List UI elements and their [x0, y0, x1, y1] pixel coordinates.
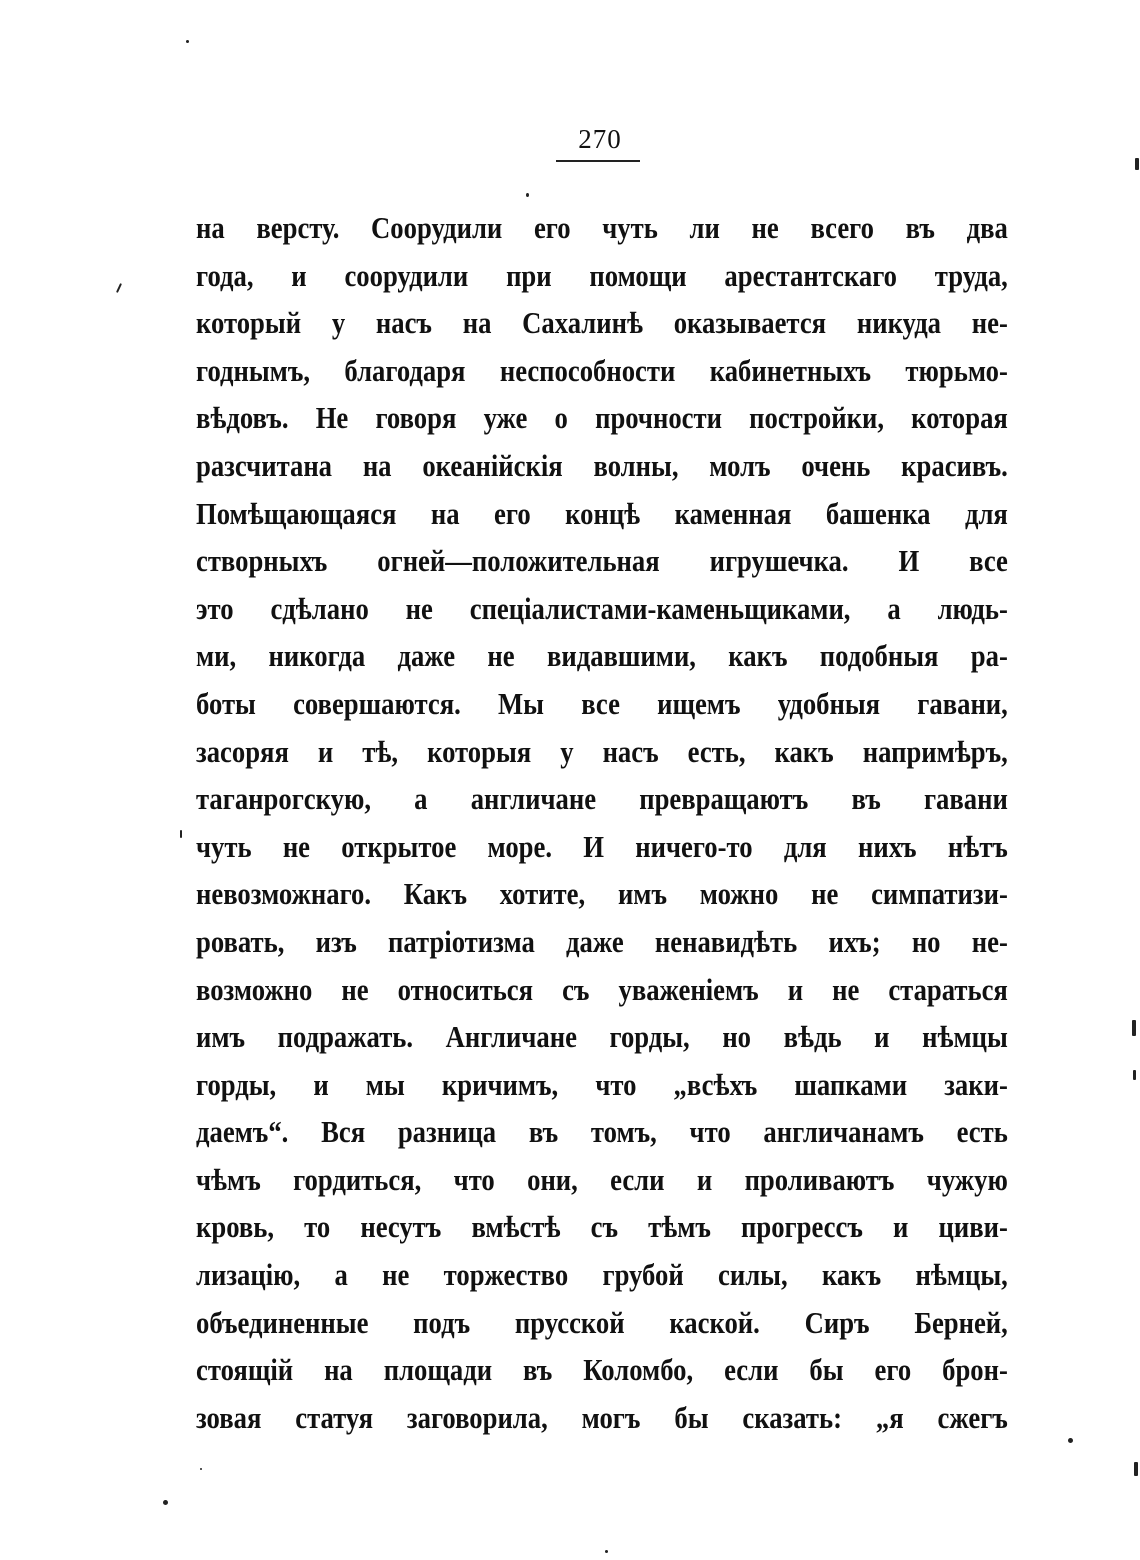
scan-speck	[1133, 1070, 1136, 1080]
text-line: года, и соорудили при помощи арестантскаго труда,	[196, 257, 1008, 293]
text-line: горды, и мы кричимъ, что „всѣхъ шапками заки-	[196, 1066, 1008, 1102]
text-line: это сдѣлано не спеціалистами-каменьщиками, а людь-	[196, 590, 1008, 626]
text-line: стоящій на площади въ Коломбо, если бы его брон-	[196, 1352, 1008, 1388]
text-line: невозможнаго. Какъ хотите, имъ можно не симпатизи-	[196, 876, 1008, 912]
scan-speck	[180, 830, 182, 838]
text-line: чуть не открытое море. И ничего-то для нихъ нѣтъ	[196, 828, 1008, 864]
scan-speck	[163, 1500, 168, 1505]
text-line: кровь, то несутъ вмѣстѣ съ тѣмъ прогрессъ и циви-	[196, 1209, 1008, 1245]
scan-speck	[186, 40, 189, 43]
scan-speck	[116, 283, 122, 293]
text-line: чѣмъ гордиться, что они, если и проливаютъ чужую	[196, 1161, 1008, 1197]
text-line: зовая статуя заговорила, могъ бы сказать: „я сжегъ	[196, 1399, 1008, 1435]
text-line: засоряя и тѣ, которыя у насъ есть, какъ напримѣръ,	[196, 733, 1008, 769]
text-line: ровать, изъ патріотизма даже ненавидѣть ихъ; но не-	[196, 923, 1008, 959]
text-line: даемъ“. Вся разница въ томъ, что англичанамъ есть	[196, 1114, 1008, 1150]
text-line: боты совершаются. Мы все ищемъ удобныя гавани,	[196, 685, 1008, 721]
text-line: объединенные подъ прусской каской. Сиръ Берней,	[196, 1304, 1008, 1340]
text-line: разсчитана на океанійскія волны, молъ очень красивъ.	[196, 447, 1008, 483]
scan-speck	[1135, 158, 1139, 170]
scan-speck	[1068, 1438, 1073, 1443]
text-line: вѣдовъ. Не говоря уже о прочности постройки, которая	[196, 400, 1008, 436]
text-line: возможно не относиться съ уваженіемъ и не стараться	[196, 971, 1008, 1007]
page-number-rule	[556, 160, 640, 162]
text-line: имъ подражать. Англичане горды, но вѣдь и нѣмцы	[196, 1019, 1008, 1055]
text-line: ми, никогда даже не видавшими, какъ подобныя ра-	[196, 638, 1008, 674]
text-line: таганрогскую, а англичане превращаютъ въ гавани	[196, 781, 1008, 817]
text-line: на версту. Соорудили его чуть ли не всего въ два	[196, 210, 1008, 245]
scan-speck	[1132, 1020, 1136, 1036]
body-text	[196, 204, 1008, 1441]
scan-speck	[526, 193, 529, 197]
text-line: Помѣщающаяся на его концѣ каменная башенка для	[196, 495, 1008, 531]
scan-speck	[1134, 1462, 1138, 1476]
text-line: лизацію, а не торжество грубой силы, какъ нѣмцы,	[196, 1257, 1008, 1293]
scan-speck	[605, 1550, 608, 1553]
text-line: створныхъ огней—положительная игрушечка. И все	[196, 543, 1008, 579]
scan-speck	[200, 1468, 202, 1470]
text-line: который у насъ на Сахалинѣ оказывается никуда не-	[196, 305, 1008, 341]
page-number: 270	[578, 124, 622, 154]
text-line: годнымъ, благодаря неспособности кабинетныхъ тюрьмо-	[196, 352, 1008, 388]
